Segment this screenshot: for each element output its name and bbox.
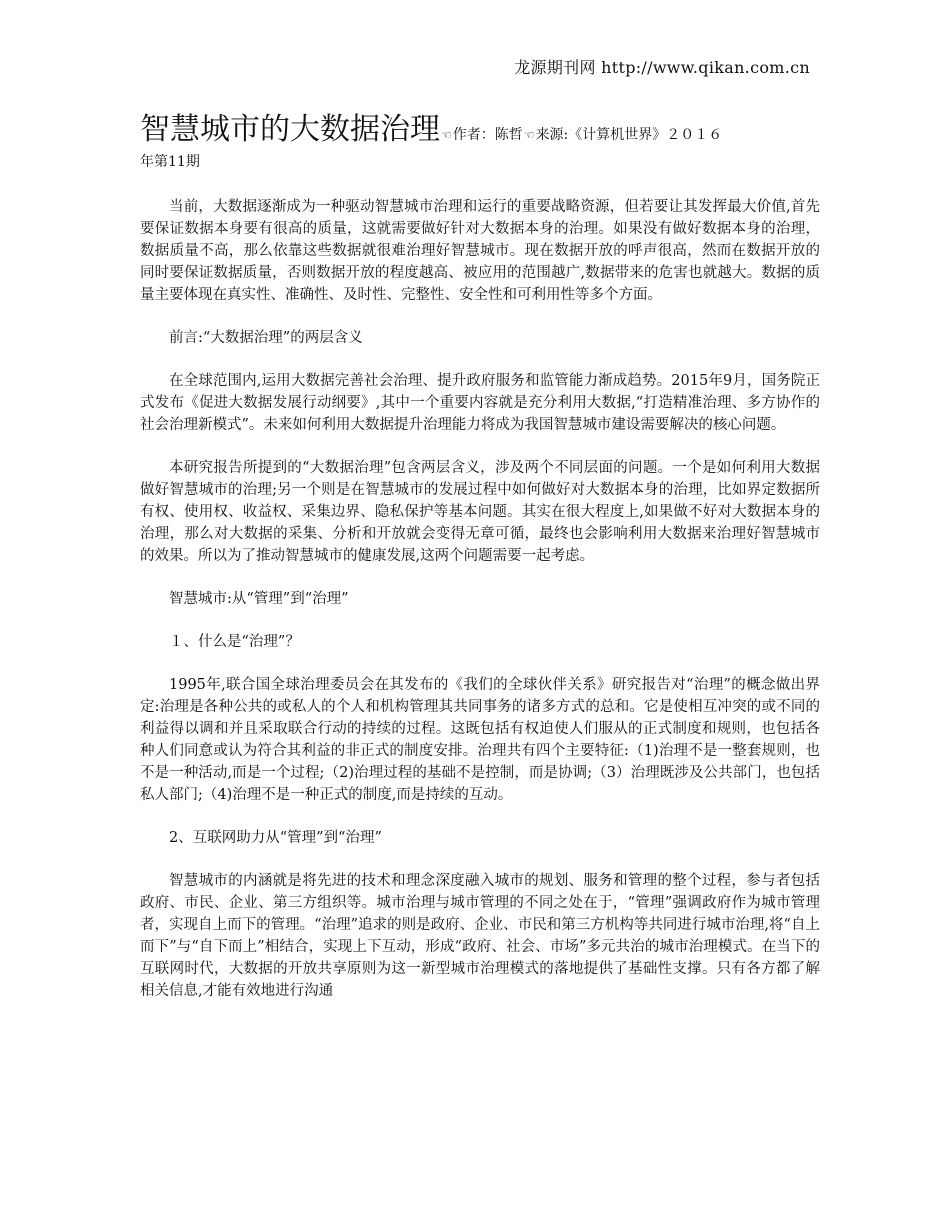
section-heading: 智慧城市:从“管理”到“治理” bbox=[169, 591, 349, 607]
paragraph: 本研究报告所提到的“大数据治理”包含两层含义，涉及两个不同层面的问题。一个是如何利用大数据做好智慧城市的治理;另一个则是在智慧城市的发展过程中如何做好对大数据本身的治理，比如界定数据所有权、使用权、收益权、采集边界、隐私保护等基本问题。其实在很大程度上,如果做不好对大数据本身的治理，那么对大数据的采集、分析和开放就会变得无章可循，最终也会影响利用大数据来治理好智慧城市的效果。所以为了推动智慧城市的健康发展,这两个问题需要一起考虑。 bbox=[140, 460, 820, 564]
hand-icon: ☜ bbox=[441, 128, 452, 142]
article-author: 作者：陈哲 bbox=[452, 127, 523, 143]
paragraph: 1995年,联合国全球治理委员会在其发布的《我们的全球伙伴关系》研究报告对“治理”的概念做出界定:治理是各种公共的或私人的个人和机构管理其共同事务的诸多方式的总和。它是使相互冲突的或不同的利益得以调和并且采取联合行动的持续的过程。这既包括有权迫使人们服从的正式制度和规则，也包括各种人们同意或认为符合其利益的非正式的制度安排。治理共有四个主要特征:（1)治理不是一整套规则，也不是一种活动,而是一个过程;（2)治理过程的基础不是控制，而是协调;（3）治理既涉及公共部门，也包括私人部门;（4)治理不是一种正式的制度,而是持续的互动。 bbox=[140, 677, 820, 803]
site-header: 龙源期刊网 http://www.qikan.com.cn bbox=[514, 58, 810, 77]
hand-icon: ☜ bbox=[523, 128, 535, 142]
subsection-heading: 2、互联网助力从“管理”到“治理” bbox=[169, 830, 382, 846]
paragraph: 在全球范围内,运用大数据完善社会治理、提升政府服务和监管能力渐成趋势。2015年9月，国务院正式发布《促进大数据发展行动纲要》,其中一个重要内容就是充分利用大数据,“打造精准治理、多方协作的社会治理新模式”。未来如何利用大数据提升治理能力将成为我国智慧城市建设需要解决的核心问题。 bbox=[140, 373, 820, 433]
article-body bbox=[140, 196, 820, 1023]
subsection-heading: １、什么是“治理”？ bbox=[169, 634, 300, 650]
article-title: 智慧城市的大数据治理 bbox=[140, 112, 440, 147]
article-issue: 年第11期 bbox=[140, 153, 200, 170]
paragraph: 当前，大数据逐渐成为一种驱动智慧城市治理和运行的重要战略资源，但若要让其发挥最大价值,首先要保证数据本身要有很高的质量，这就需要做好针对大数据本身的治理。如果没有做好数据本身的治理，数据质量不高，那么依靠这些数据就很难治理好智慧城市。现在数据开放的呼声很高，然而在数据开放的同时要保证数据质量，否则数据开放的程度越高、被应用的范围越广,数据带来的危害也就越大。数据的质量主要体现在真实性、准确性、及时性、完整性、安全性和可利用性等多个方面。 bbox=[140, 199, 820, 303]
section-heading: 前言:“大数据治理”的两层含义 bbox=[169, 330, 363, 346]
paragraph: 智慧城市的内涵就是将先进的技术和理念深度融入城市的规划、服务和管理的整个过程，参与者包括政府、市民、企业、第三方组织等。城市治理与城市管理的不同之处在于，“管理”强调政府作为城市管理者，实现自上而下的管理。“治理”追求的则是政府、企业、市民和第三方机构等共同进行城市治理,将“自上而下”与“自下而上”相结合，实现上下互动，形成“政府、社会、市场”多元共治的城市治理模式。在当下的互联网时代，大数据的开放共享原则为这一新型城市治理模式的落地提供了基础性支撑。只有各方都了解相关信息,才能有效地进行沟通 bbox=[140, 873, 820, 999]
article-title-block bbox=[140, 110, 820, 171]
article-source: 来源:《计算机世界》２０１６ bbox=[535, 127, 723, 143]
article-meta bbox=[440, 127, 722, 143]
